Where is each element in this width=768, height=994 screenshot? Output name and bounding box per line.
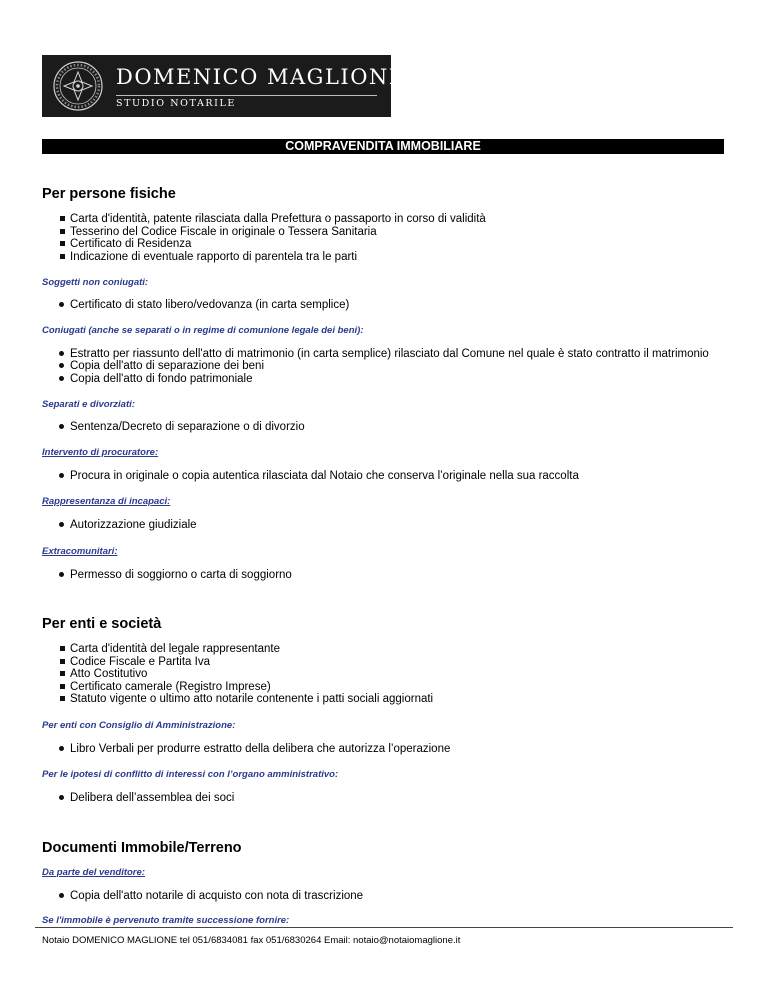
list-enti-societa	[42, 643, 732, 706]
subsection-list	[42, 743, 732, 756]
footer-divider	[35, 927, 733, 928]
subsection-list	[42, 470, 732, 483]
list-item: Indicazione di eventuale rapporto di parentela tra le parti	[42, 251, 732, 264]
subsection-list	[42, 569, 732, 582]
subsection-label: Soggetti non coniugati:	[42, 277, 149, 288]
list-item: Tesserino del Codice Fiscale in originale o Tessera Sanitaria	[42, 226, 732, 239]
list-item: Certificato di Residenza	[42, 238, 732, 251]
section-heading-immobile: Documenti Immobile/Terreno	[42, 839, 242, 856]
section-heading-persone-fisiche: Per persone fisiche	[42, 186, 176, 202]
subsection-label: Per enti con Consiglio di Amministrazione:	[42, 719, 236, 731]
subsection-label: Intervento di procuratore:	[42, 446, 159, 458]
logo-name: DOMENICO MAGLIONE	[116, 65, 406, 89]
list-item: Estratto per riassunto dell'atto di matrimonio (in carta semplice) rilasciato dal Comune nel quale è stato contratto il matrimonio	[42, 348, 732, 361]
subsection-label: Coniugati (anche se separati o in regime di comunione legale dei beni):	[42, 324, 364, 336]
list-item: Certificato di stato libero/vedovanza (in carta semplice)	[42, 299, 732, 312]
list-item: Atto Costitutivo	[42, 668, 732, 681]
subsection-label: Per le ipotesi di conflitto di interessi con l’organo amministrativo:	[42, 769, 339, 780]
list-item: Copia dell'atto di separazione dei beni	[42, 360, 732, 373]
subsection-label: Da parte del venditore:	[42, 866, 145, 878]
subsection-list	[42, 421, 732, 434]
list-item: Certificato camerale (Registro Imprese)	[42, 681, 732, 694]
list-item: Procura in originale o copia autentica rilasciata dal Notaio che conserva l’originale nella sua raccolta	[42, 470, 732, 483]
page-footer: Notaio DOMENICO MAGLIONE tel 051/6834081 fax 051/6830264 Email: notaio@notaiomaglione.it	[42, 935, 461, 946]
subsection-label: Rappresentanza di incapaci:	[42, 496, 171, 507]
subsection-list	[42, 299, 732, 312]
list-item: Autorizzazione giudiziale	[42, 519, 732, 532]
subsection-list	[42, 792, 732, 805]
logo-divider	[116, 95, 377, 96]
subsection-list	[42, 890, 732, 903]
section-heading-enti-societa: Per enti e società	[42, 616, 162, 632]
list-item: Carta d'identità, patente rilasciata dalla Prefettura o passaporto in corso di validità	[42, 213, 732, 226]
studio-logo	[42, 55, 406, 117]
list-item: Permesso di soggiorno o carta di soggiorno	[42, 569, 732, 582]
list-item: Copia dell'atto notarile di acquisto con nota di trascrizione	[42, 890, 732, 903]
list-item: Sentenza/Decreto di separazione o di divorzio	[42, 421, 732, 434]
list-item: Delibera dell’assemblea dei soci	[42, 792, 732, 805]
document-title: COMPRAVENDITA IMMOBILIARE	[42, 139, 724, 154]
subsection-list	[42, 348, 732, 386]
list-item: Copia dell'atto di fondo patrimoniale	[42, 373, 732, 386]
list-persone-fisiche	[42, 213, 732, 263]
subsection-label: Extracomunitari:	[42, 545, 118, 557]
subsection-label: Se l'immobile è pervenuto tramite successione fornire:	[42, 915, 290, 926]
subsection-label: Separati e divorziati:	[42, 399, 135, 410]
logo-subtitle: STUDIO NOTARILE	[116, 98, 236, 109]
list-item: Statuto vigente o ultimo atto notarile contenente i patti sociali aggiornati	[42, 693, 732, 706]
subsection-list	[42, 519, 732, 532]
notary-seal-icon	[52, 60, 104, 112]
list-item: Carta d'identità del legale rappresentante	[42, 643, 732, 656]
list-item: Codice Fiscale e Partita Iva	[42, 656, 732, 669]
document-body	[42, 186, 732, 926]
list-item: Libro Verbali per produrre estratto della delibera che autorizza l’operazione	[42, 743, 732, 756]
